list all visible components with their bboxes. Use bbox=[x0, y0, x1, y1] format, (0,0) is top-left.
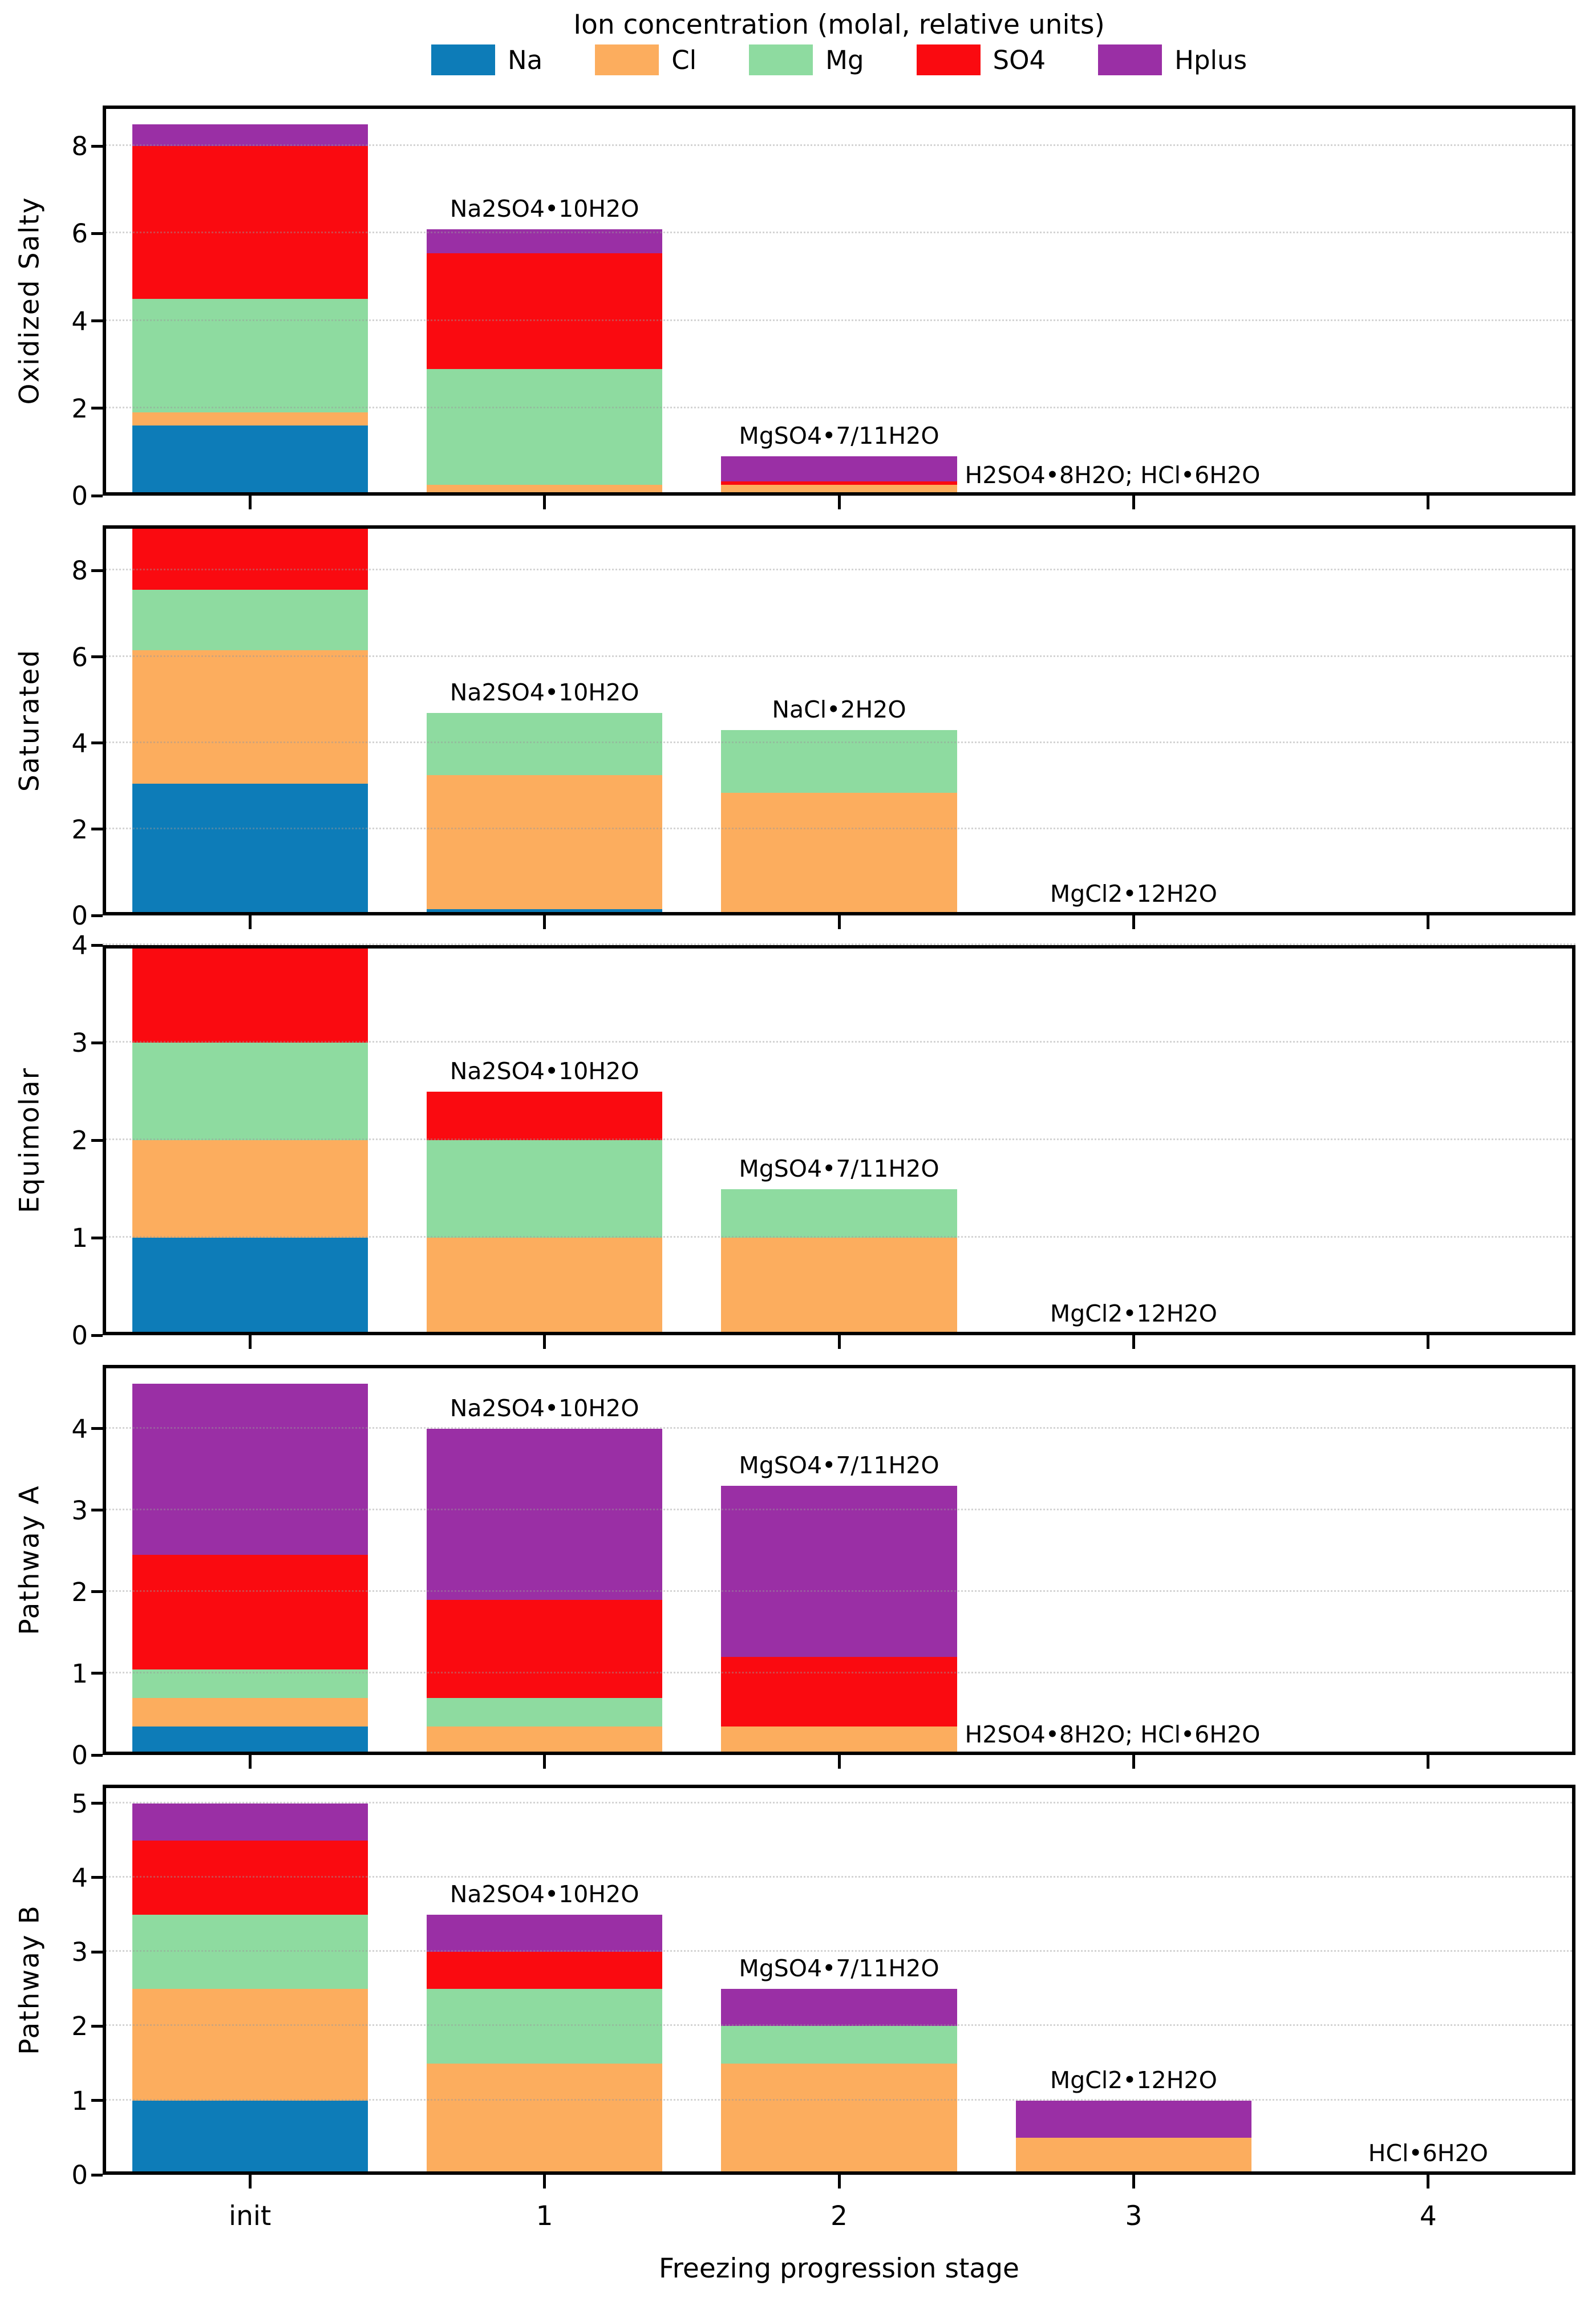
bar-segment-so4-init bbox=[132, 1555, 368, 1669]
y-tick-mark bbox=[91, 741, 103, 744]
bar-segment-so4-1 bbox=[427, 253, 662, 369]
bar-segment-hplus-3 bbox=[1016, 2101, 1251, 2138]
bar-segment-cl-init bbox=[132, 1989, 368, 2100]
x-tick-mark bbox=[543, 496, 546, 509]
gridline-y5 bbox=[103, 1802, 1575, 1803]
bar-segment-cl-1 bbox=[427, 775, 662, 909]
gridline-y4 bbox=[103, 319, 1575, 321]
panel-saturated bbox=[14, 525, 1575, 931]
gridline-y3 bbox=[103, 1509, 1575, 1510]
bar-segment-hplus-2 bbox=[721, 1989, 957, 2026]
gridline-y8 bbox=[103, 144, 1575, 146]
bar-segment-cl-init bbox=[132, 1698, 368, 1726]
panel-equimolar bbox=[14, 930, 1575, 1351]
bar-segment-cl-2 bbox=[721, 1726, 957, 1755]
bar-segment-cl-1 bbox=[427, 1726, 662, 1755]
annotation-mgcl2-12h2o: MgCl2•12H2O bbox=[1050, 880, 1217, 907]
x-tick-labels bbox=[103, 2200, 1575, 2235]
bar-segment-cl-1 bbox=[427, 485, 662, 496]
panel-pathway-b bbox=[14, 1785, 1575, 2190]
x-tick-mark bbox=[1132, 496, 1135, 509]
bar-segment-mg-1 bbox=[427, 369, 662, 485]
x-tick-mark bbox=[249, 1335, 252, 1349]
x-tick-mark bbox=[1132, 1755, 1135, 1769]
legend-label: Cl bbox=[671, 44, 697, 75]
bar-segment-cl-3 bbox=[1016, 2138, 1251, 2175]
x-tick-mark bbox=[249, 1755, 252, 1769]
legend-swatch-na bbox=[431, 44, 495, 75]
y-axis-label-oxidized-salty: Oxidized Salty bbox=[14, 196, 46, 405]
bar-segment-mg-1 bbox=[427, 1140, 662, 1238]
gridline-y4 bbox=[103, 1876, 1575, 1878]
x-tick-mark bbox=[249, 915, 252, 929]
y-tick-mark bbox=[91, 944, 103, 947]
bar-segment-so4-1 bbox=[427, 1600, 662, 1698]
bar-segment-cl-1 bbox=[427, 2064, 662, 2175]
annotation-mgso4-7-11h2o: MgSO4•7/11H2O bbox=[739, 1955, 939, 1983]
legend-item-cl bbox=[595, 44, 696, 75]
annotation-mgcl2-12h2o: MgCl2•12H2O bbox=[1050, 2066, 1217, 2094]
gridline-y4 bbox=[103, 943, 1575, 945]
y-tick-label: 1 bbox=[71, 1658, 88, 1689]
y-tick-label: 4 bbox=[71, 728, 88, 759]
x-tick-label-3: 3 bbox=[1125, 2200, 1143, 2232]
gridline-y4 bbox=[103, 1427, 1575, 1429]
y-tick-label: 6 bbox=[71, 642, 88, 672]
y-axis-label-saturated: Saturated bbox=[14, 649, 46, 792]
x-tick-mark bbox=[1427, 2175, 1429, 2188]
y-tick-mark bbox=[91, 1951, 103, 1954]
x-tick-mark bbox=[1427, 915, 1429, 929]
gridline-y6 bbox=[103, 655, 1575, 657]
y-tick-mark bbox=[91, 1139, 103, 1142]
bar-segment-hplus-init bbox=[132, 1803, 368, 1841]
bar-segment-mg-init bbox=[132, 1043, 368, 1140]
bar-segment-so4-2 bbox=[721, 1657, 957, 1726]
annotation-na2so4-10h2o: Na2SO4•10H2O bbox=[449, 1880, 639, 1908]
y-axis-label-pathway-b: Pathway B bbox=[14, 1904, 46, 2055]
y-tick-mark bbox=[91, 1041, 103, 1044]
bar-segment-so4-1 bbox=[427, 1952, 662, 1989]
bar-segment-na-init bbox=[132, 1238, 368, 1335]
bar-segment-cl-2 bbox=[721, 485, 957, 496]
annotation-hcl-6h2o: HCl•6H2O bbox=[1368, 2139, 1488, 2167]
x-tick-mark bbox=[249, 496, 252, 509]
y-tick-label: 2 bbox=[71, 393, 88, 424]
legend-label: SO4 bbox=[993, 44, 1046, 75]
panel-pathway-a bbox=[14, 1365, 1575, 1770]
bar-segment-mg-1 bbox=[427, 1698, 662, 1726]
annotation-mgso4-7-11h2o: MgSO4•7/11H2O bbox=[739, 422, 939, 450]
x-tick-mark bbox=[543, 1335, 546, 1349]
legend-swatch-hplus bbox=[1098, 44, 1162, 75]
y-tick-label: 4 bbox=[71, 1862, 88, 1893]
bar-segment-mg-init bbox=[132, 590, 368, 650]
x-tick-mark bbox=[543, 2175, 546, 2188]
bar-segment-so4-init bbox=[132, 146, 368, 299]
y-tick-mark bbox=[91, 1802, 103, 1805]
y-tick-mark bbox=[91, 569, 103, 572]
gridline-y2 bbox=[103, 828, 1575, 829]
legend-label: Hplus bbox=[1174, 44, 1247, 75]
y-tick-label: 0 bbox=[71, 1740, 88, 1770]
bar-segment-mg-2 bbox=[721, 1189, 957, 1238]
legend-item-na bbox=[431, 44, 542, 75]
x-tick-mark bbox=[1132, 2175, 1135, 2188]
gridline-y3 bbox=[103, 1041, 1575, 1043]
bar-segment-cl-2 bbox=[721, 1238, 957, 1335]
x-tick-mark bbox=[1132, 915, 1135, 929]
annotation-h2so4-8h2o-hcl-6h2o: H2SO4•8H2O; HCl•6H2O bbox=[965, 461, 1261, 489]
legend bbox=[103, 44, 1575, 75]
x-axis-label: Freezing progression stage bbox=[659, 2253, 1019, 2284]
x-tick-mark bbox=[838, 2175, 841, 2188]
y-tick-mark bbox=[91, 2174, 103, 2177]
x-tick-label-1: 1 bbox=[536, 2200, 553, 2232]
gridline-y3 bbox=[103, 1950, 1575, 1952]
annotation-na2so4-10h2o: Na2SO4•10H2O bbox=[449, 1057, 639, 1085]
legend-swatch-mg bbox=[749, 44, 813, 75]
bar-segment-mg-2 bbox=[721, 2026, 957, 2063]
bar-segment-mg-init bbox=[132, 299, 368, 412]
y-tick-label: 2 bbox=[71, 1125, 88, 1156]
y-tick-label: 4 bbox=[71, 930, 88, 960]
x-tick-mark bbox=[1427, 1335, 1429, 1349]
bar-segment-na-init bbox=[132, 784, 368, 915]
bar-segment-na-init bbox=[132, 2101, 368, 2175]
y-tick-label: 0 bbox=[71, 2160, 88, 2190]
x-tick-mark bbox=[543, 915, 546, 929]
bar-segment-hplus-2 bbox=[721, 1486, 957, 1657]
x-tick-mark bbox=[249, 2175, 252, 2188]
annotation-mgso4-7-11h2o: MgSO4•7/11H2O bbox=[739, 1451, 939, 1479]
y-tick-mark bbox=[91, 1427, 103, 1430]
legend-label: Mg bbox=[825, 44, 864, 75]
bar-segment-so4-init bbox=[132, 525, 368, 590]
y-tick-mark bbox=[91, 828, 103, 830]
bar-segment-mg-init bbox=[132, 1915, 368, 1989]
y-tick-label: 6 bbox=[71, 218, 88, 249]
x-tick-mark bbox=[1427, 1755, 1429, 1769]
y-tick-mark bbox=[91, 1590, 103, 1593]
x-tick-mark bbox=[838, 1755, 841, 1769]
x-tick-label-2: 2 bbox=[831, 2200, 848, 2232]
x-tick-label-4: 4 bbox=[1419, 2200, 1437, 2232]
y-tick-label: 2 bbox=[71, 1576, 88, 1607]
y-tick-mark bbox=[91, 1509, 103, 1511]
gridline-y2 bbox=[103, 407, 1575, 408]
y-tick-mark bbox=[91, 1876, 103, 1879]
gridline-y8 bbox=[103, 569, 1575, 570]
bar-segment-so4-1 bbox=[427, 1092, 662, 1141]
bar-segment-so4-2 bbox=[721, 481, 957, 485]
annotation-nacl-2h2o: NaCl•2H2O bbox=[772, 696, 906, 724]
chart-area bbox=[14, 106, 1575, 2190]
bar-segment-cl-2 bbox=[721, 2064, 957, 2175]
legend-item-so4 bbox=[917, 44, 1046, 75]
legend-swatch-cl bbox=[595, 44, 659, 75]
y-tick-label: 8 bbox=[71, 131, 88, 162]
y-tick-label: 4 bbox=[71, 306, 88, 337]
bar-segment-hplus-2 bbox=[721, 456, 957, 481]
x-tick-mark bbox=[543, 1755, 546, 1769]
y-tick-mark bbox=[91, 319, 103, 322]
y-tick-label: 0 bbox=[71, 901, 88, 931]
y-tick-label: 4 bbox=[71, 1413, 88, 1444]
x-tick-mark bbox=[838, 1335, 841, 1349]
bar-segment-cl-init bbox=[132, 412, 368, 425]
y-tick-label: 5 bbox=[71, 1788, 88, 1819]
annotation-na2so4-10h2o: Na2SO4•10H2O bbox=[449, 1394, 639, 1422]
bar-segment-hplus-1 bbox=[427, 1915, 662, 1952]
bar-segment-mg-1 bbox=[427, 713, 662, 776]
chart-title: Ion concentration (molal, relative units) bbox=[573, 9, 1105, 40]
x-tick-mark bbox=[838, 496, 841, 509]
gridline-y2 bbox=[103, 1138, 1575, 1140]
y-tick-label: 3 bbox=[71, 1495, 88, 1526]
x-tick-mark bbox=[1427, 496, 1429, 509]
y-tick-mark bbox=[91, 1754, 103, 1757]
y-tick-label: 3 bbox=[71, 1937, 88, 1968]
x-tick-mark bbox=[838, 915, 841, 929]
y-tick-label: 8 bbox=[71, 556, 88, 586]
y-tick-mark bbox=[91, 232, 103, 235]
bar-segment-mg-1 bbox=[427, 1989, 662, 2063]
y-tick-label: 1 bbox=[71, 1223, 88, 1253]
bar-segment-mg-2 bbox=[721, 730, 957, 793]
y-tick-mark bbox=[91, 145, 103, 148]
bar-segment-hplus-1 bbox=[427, 1429, 662, 1600]
bar-segment-so4-init bbox=[132, 945, 368, 1043]
gridline-y1 bbox=[103, 2099, 1575, 2101]
bar-segment-mg-init bbox=[132, 1669, 368, 1698]
y-tick-mark bbox=[91, 914, 103, 917]
bar-segment-cl-2 bbox=[721, 793, 957, 915]
y-tick-label: 0 bbox=[71, 1320, 88, 1351]
gridline-y4 bbox=[103, 741, 1575, 743]
y-tick-mark bbox=[91, 1672, 103, 1675]
annotation-mgcl2-12h2o: MgCl2•12H2O bbox=[1050, 1300, 1217, 1327]
y-tick-mark bbox=[91, 1237, 103, 1239]
y-tick-mark bbox=[91, 495, 103, 497]
gridline-y2 bbox=[103, 1590, 1575, 1592]
gridline-y1 bbox=[103, 1236, 1575, 1238]
y-tick-mark bbox=[91, 2099, 103, 2102]
bar-segment-hplus-init bbox=[132, 124, 368, 146]
bar-segment-hplus-init bbox=[132, 1384, 368, 1555]
bar-segment-na-1 bbox=[427, 909, 662, 915]
legend-item-hplus bbox=[1098, 44, 1247, 75]
x-tick-label-init: init bbox=[229, 2200, 272, 2232]
y-axis-label-pathway-a: Pathway A bbox=[14, 1485, 46, 1635]
y-tick-label: 3 bbox=[71, 1028, 88, 1058]
legend-item-mg bbox=[749, 44, 864, 75]
y-tick-mark bbox=[91, 1334, 103, 1337]
bar-segment-na-init bbox=[132, 425, 368, 496]
legend-swatch-so4 bbox=[917, 44, 981, 75]
y-tick-mark bbox=[91, 2025, 103, 2028]
y-tick-label: 0 bbox=[71, 481, 88, 511]
gridline-y1 bbox=[103, 1672, 1575, 1673]
bar-segment-na-init bbox=[132, 1726, 368, 1755]
bar-segment-so4-init bbox=[132, 1841, 368, 1915]
y-tick-label: 2 bbox=[71, 2011, 88, 2042]
annotation-h2so4-8h2o-hcl-6h2o: H2SO4•8H2O; HCl•6H2O bbox=[965, 1721, 1261, 1748]
panel-oxidized-salty bbox=[14, 106, 1575, 511]
bar-segment-cl-1 bbox=[427, 1238, 662, 1335]
y-tick-label: 2 bbox=[71, 814, 88, 845]
bar-segment-cl-init bbox=[132, 1140, 368, 1238]
annotation-na2so4-10h2o: Na2SO4•10H2O bbox=[449, 194, 639, 222]
y-tick-mark bbox=[91, 655, 103, 658]
y-tick-mark bbox=[91, 407, 103, 410]
bar-segment-cl-init bbox=[132, 650, 368, 784]
x-tick-mark bbox=[1132, 1335, 1135, 1349]
legend-label: Na bbox=[507, 44, 543, 75]
y-tick-label: 1 bbox=[71, 2085, 88, 2116]
annotation-mgso4-7-11h2o: MgSO4•7/11H2O bbox=[739, 1154, 939, 1182]
annotation-na2so4-10h2o: Na2SO4•10H2O bbox=[449, 678, 639, 706]
gridline-y6 bbox=[103, 232, 1575, 233]
y-axis-label-equimolar: Equimolar bbox=[14, 1067, 46, 1214]
gridline-y2 bbox=[103, 2024, 1575, 2026]
